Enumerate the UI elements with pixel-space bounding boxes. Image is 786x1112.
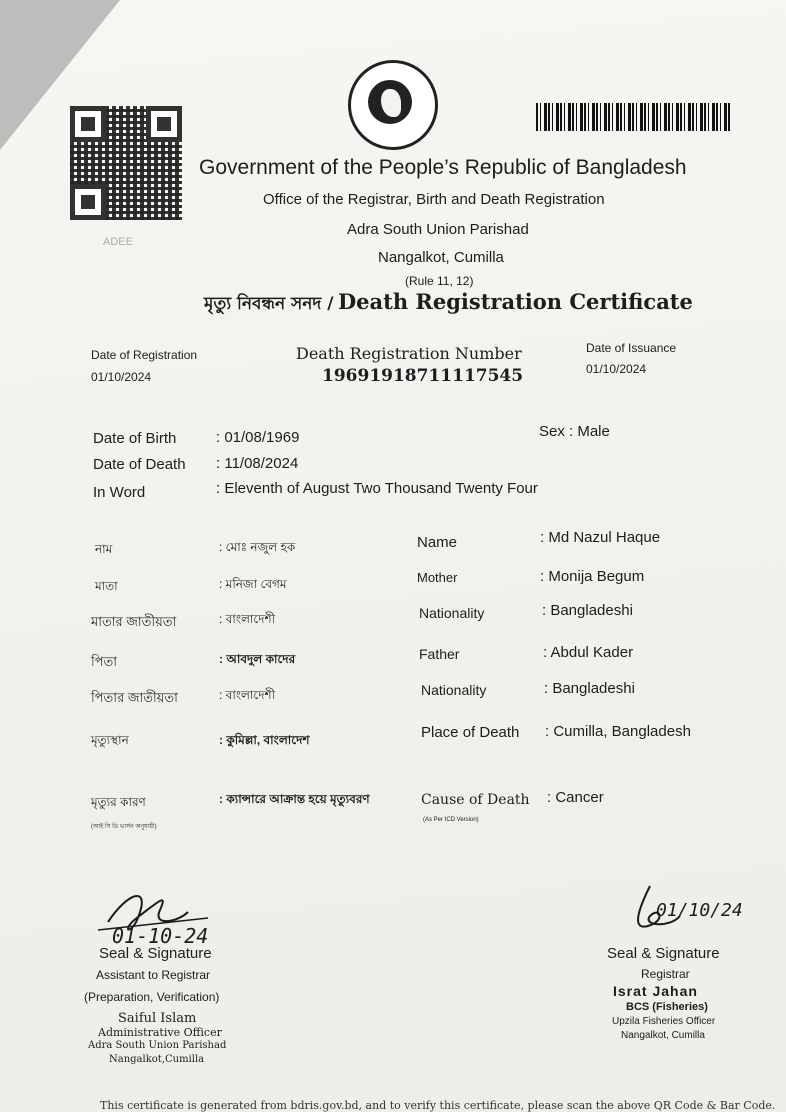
certificate-title — [204, 289, 693, 319]
footer-note: This certificate is generated from bdris.gov.bd, and to verify this certificate, please scan the above QR Code & Bar Code. — [100, 1099, 776, 1112]
qr-finder — [70, 184, 106, 220]
sex: Sex : Male — [539, 423, 610, 440]
place-of-death-label: Place of Death — [421, 724, 520, 741]
registration-number: 19691918711117545 — [322, 366, 524, 386]
father-nationality-bn: : বাংলাদেশী — [219, 688, 276, 702]
date-of-registration: 01/10/2024 — [91, 370, 152, 384]
certificate-title-bn: মৃত্যু নিবন্ধন সনদ / — [204, 294, 334, 314]
cause: : Cancer — [547, 789, 604, 806]
registrar-stamp-office: Upzila Fisheries Officer — [612, 1016, 716, 1027]
father-label-bn: পিতা — [91, 654, 118, 669]
date-of-issuance-label: Date of Issuance — [586, 341, 677, 355]
registrar-handwritten-date: 01/10/24 — [656, 900, 743, 921]
qr-caption: ADEE — [103, 236, 133, 248]
government-title: Government of the People’s Republic of Bangladesh — [199, 156, 687, 179]
father-nationality: : Bangladeshi — [544, 680, 635, 697]
in-word-label: In Word — [93, 484, 146, 501]
place-of-death-label-bn: মৃত্যুস্থান — [91, 733, 129, 747]
office-title: Office of the Registrar, Birth and Death Registration — [263, 191, 605, 208]
in-word: : Eleventh of August Two Thousand Twenty Four — [216, 480, 538, 497]
location: Nangalkot, Cumilla — [378, 249, 504, 266]
father-nationality-label-bn: পিতার জাতীয়তা — [91, 690, 178, 705]
assistant-stamp-title: Administrative Officer — [98, 1026, 222, 1039]
mother-label-bn: মাতা — [95, 579, 118, 593]
mother-nationality-label-bn: মাতার জাতীয়তা — [91, 614, 177, 629]
date-of-registration-label: Date of Registration — [91, 348, 198, 362]
place-of-death: : Cumilla, Bangladesh — [545, 723, 691, 740]
certificate-title-en: Death Registration Certificate — [337, 289, 693, 314]
name-label-bn: নাম — [95, 542, 113, 556]
government-emblem-icon — [348, 60, 438, 150]
qr-finder — [146, 106, 182, 142]
mother-bn: : মনিজা বেগম — [219, 577, 287, 591]
mother-nationality-bn: : বাংলাদেশী — [219, 612, 276, 626]
date-of-death-label: Date of Death — [93, 456, 186, 473]
cause-bn: : ক্যান্সারে আক্রান্ত হয়ে মৃত্যুবরণ — [219, 792, 370, 806]
name-bn: : মোঃ নজুল হক — [219, 540, 296, 554]
mother-nationality: : Bangladeshi — [542, 602, 633, 619]
registrar-stamp-place: Nangalkot, Cumilla — [621, 1030, 705, 1041]
date-of-birth-label: Date of Birth — [93, 430, 177, 447]
qr-finder — [70, 106, 106, 142]
registrar-stamp-title: BCS (Fisheries) — [626, 1001, 708, 1013]
mother: : Monija Begum — [540, 568, 645, 585]
barcode-icon — [536, 103, 732, 131]
father-nationality-label: Nationality — [421, 682, 487, 698]
date-of-issuance: 01/10/2024 — [586, 362, 647, 376]
father-label: Father — [419, 646, 460, 662]
father-bn: : আবদুল কাদের — [219, 652, 296, 666]
qr-code-icon — [70, 106, 182, 220]
cause-note-bn: (আই সি ডি ভার্সন অনুযায়ী) — [91, 824, 157, 830]
assistant-stamp-office: Adra South Union Parishad — [88, 1040, 227, 1051]
assistant-handwritten-date: 01-10-24 — [112, 924, 209, 948]
assistant-stamp-place: Nangalkot,Cumilla — [109, 1054, 205, 1065]
registrar-stamp-name: Israt Jahan — [613, 983, 698, 999]
assistant-stamp-name: Saiful Islam — [118, 1011, 197, 1026]
registration-number-label: Death Registration Number — [296, 344, 522, 363]
assistant-seal-label: Seal & Signature — [99, 945, 212, 962]
father: : Abdul Kader — [543, 644, 634, 661]
mother-nationality-label: Nationality — [419, 605, 485, 621]
rule: (Rule 11, 12) — [405, 274, 474, 288]
place-of-death-bn: : কুমিল্লা, বাংলাদেশ — [219, 733, 310, 747]
date-of-birth: : 01/08/1969 — [216, 429, 300, 446]
cause-note: (As Per ICD Version) — [423, 817, 479, 823]
assistant-subrole: (Preparation, Verification) — [84, 990, 220, 1004]
cause-label: Cause of Death — [421, 792, 530, 808]
cause-label-bn: মৃত্যুর কারণ — [91, 795, 146, 809]
date-of-death: : 11/08/2024 — [216, 455, 299, 472]
registrar-role: Registrar — [641, 967, 690, 981]
registrar-seal-label: Seal & Signature — [607, 945, 720, 962]
name: : Md Nazul Haque — [540, 529, 661, 546]
assistant-role: Assistant to Registrar — [96, 968, 211, 982]
name-label: Name — [417, 534, 458, 551]
union-name: Adra South Union Parishad — [347, 221, 529, 238]
mother-label: Mother — [417, 570, 458, 585]
